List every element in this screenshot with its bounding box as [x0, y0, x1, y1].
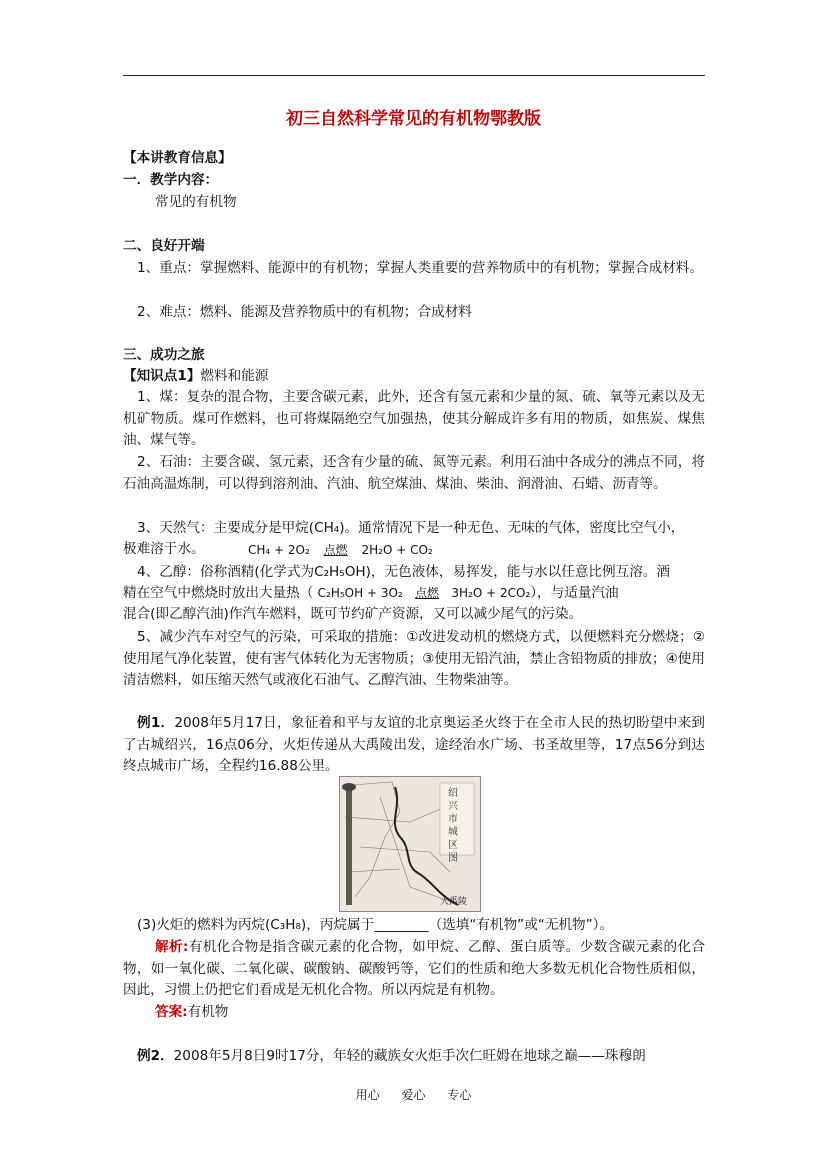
- ethanol-line-2-pre: 精在空气中燃烧时放出大量热（: [123, 585, 314, 601]
- natural-gas-line-2: 极难溶于水。: [123, 541, 205, 557]
- example-1: [123, 713, 705, 778]
- section-2-heading: 二、良好开端: [123, 238, 205, 254]
- equation-ethanol-lhs: C₂H₅OH + 3O₂: [317, 586, 403, 600]
- equation-ethanol-condition: 点燃: [415, 586, 440, 600]
- example-1-question: (3)火炬的燃料为丙烷(C₃H₈)，丙烷属于________（选填“有机物”或“无机物”）。: [137, 917, 614, 933]
- natural-gas-line-1: 3、天然气：主要成分是甲烷(CH₄)。通常情况下是一种无色、无味的气体，密度比空气小，: [137, 520, 685, 536]
- analysis-text: 有机化合物是指含碳元素的化合物，如甲烷、乙醇、蛋白质等。少数含碳元素的化合物，如一氧化碳、二氧化碳、碳酸钠、碳酸钙等，它们的性质和绝大多数无机化合物性质相似，因此，习惯上仍把它们看成是无机化合物。所以丙烷是有机物。: [123, 939, 706, 998]
- ethanol-line-2: [123, 583, 619, 603]
- document-title: 初三自然科学常见的有机物鄂教版: [286, 109, 541, 129]
- ethanol-line-2-post: ），与适量汽油: [530, 585, 619, 601]
- knowledge-point-title: 燃料和能源: [200, 368, 269, 384]
- shaoxing-map-image: [339, 776, 481, 912]
- equation-rhs: 2H₂O + CO₂: [361, 543, 433, 557]
- section-1-heading: 一．教学内容：: [123, 172, 219, 188]
- section-3-heading: 三、成功之旅: [123, 347, 205, 363]
- example-1-analysis: [123, 937, 705, 1002]
- coal-paragraph: 1、煤：复杂的混合物，主要含碳元素，此外，还含有氢元素和少量的氮、硫、氧等元素以及无机矿物质。煤可作燃料，也可将煤隔绝空气加强热，使其分解成许多有用的物质，如焦炭、煤焦油、煤气等。: [123, 389, 705, 448]
- knowledge-point-label: 【知识点1】: [123, 368, 201, 384]
- page-footer: 用心 爱心 专心: [355, 1088, 472, 1102]
- header-rule: [123, 75, 705, 76]
- analysis-label: 解析:: [155, 939, 189, 955]
- info-header: 【本讲教育信息】: [123, 150, 232, 166]
- equation-lhs: CH₄ + 2O₂: [248, 543, 310, 557]
- petroleum-paragraph: 2、石油：主要含碳、氢元素，还含有少量的硫、氮等元素。利用石油中各成分的沸点不同，将石油高温炼制，可以得到溶剂油、汽油、航空煤油、煤油、柴油、润滑油、石蜡、沥青等。: [123, 454, 705, 492]
- equation-ethanol-rhs: 3H₂O + 2CO₂: [451, 586, 531, 600]
- equation-condition: 点燃: [323, 543, 348, 557]
- section-2-point-1: 1、重点：掌握燃料、能源中的有机物；掌握人类重要的营养物质中的有机物；掌握合成材料。: [137, 260, 703, 276]
- map-label-dayuling: 大禹陵: [440, 897, 468, 907]
- knowledge-point-1: [123, 366, 268, 386]
- map-title: 绍兴市城区图: [448, 788, 458, 864]
- example-2: [137, 1046, 646, 1066]
- answer-label: 答案:: [155, 1004, 188, 1020]
- ethanol-line-1: 4、乙醇：俗称酒精(化学式为C₂H₅OH)，无色液体，易挥发，能与水以任意比例互溶。酒: [137, 564, 670, 580]
- pollution-measures-paragraph: 5、减少汽车对空气的污染，可采取的措施：①改进发动机的燃烧方式，以便燃料充分燃烧；②使用尾气净化装置，使有害气体转化为无害物质；③使用无铅汽油，禁止含铅物质的排放；④使用清洁燃料，如压缩天然气或液化石油气、乙醇汽油、生物柴油等。: [123, 629, 705, 688]
- section-1-content: 常见的有机物: [155, 194, 237, 210]
- example-2-label: 例2．: [137, 1048, 174, 1064]
- section-2-point-2: 2、难点：燃料、能源及营养物质中的有机物；合成材料: [137, 304, 472, 320]
- answer-text: 有机物: [187, 1004, 229, 1020]
- example-1-label: 例1．: [137, 715, 175, 731]
- example-1-answer: [155, 1002, 228, 1022]
- ethanol-line-3: 混合(即乙醇汽油)作汽车燃料，既可节约矿产资源，又可以减少尾气的污染。: [123, 606, 583, 622]
- example-2-text: 2008年5月8日9时17分，年轻的藏族女火炬手次仁旺姆在地球之巅——珠穆朗: [173, 1048, 646, 1064]
- example-1-text: 2008年5月17日，象征着和平与友谊的北京奥运圣火终于在全市人民的热切盼望中来到了古城绍兴，16点06分，火炬传递从大禹陵出发，途经治水广场、书圣故里等，17点56分到达终点城市广场，全程约16.88公里。: [123, 715, 705, 774]
- equation-methane-combustion: [248, 540, 433, 560]
